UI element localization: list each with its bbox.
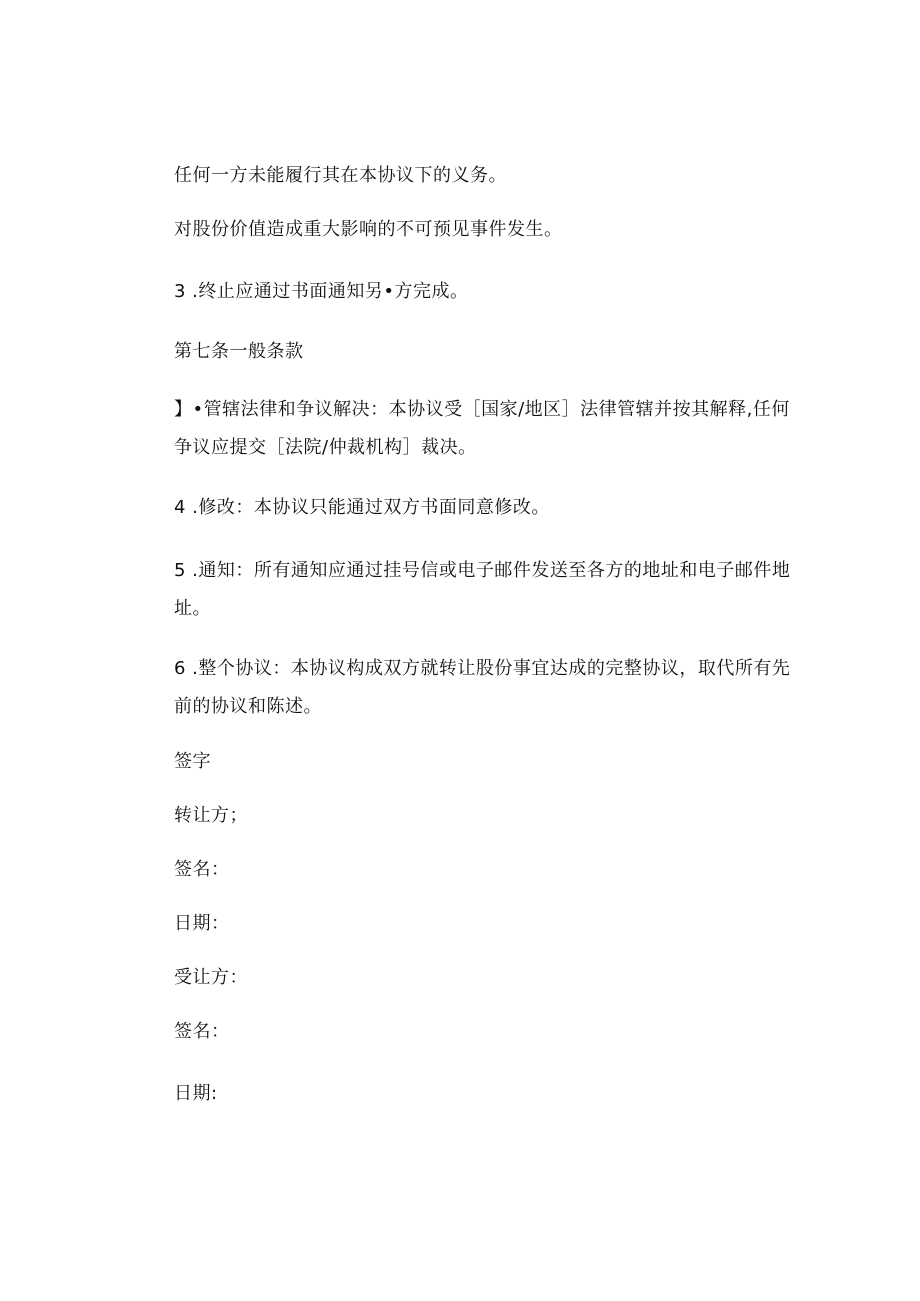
transferee-date-label: 日期: — [174, 1083, 218, 1104]
article-seven-heading: 第七条一般条款 — [174, 341, 304, 362]
transferee-signature-label: 签名： — [174, 1021, 230, 1042]
transferor-label: 转让方； — [174, 805, 248, 826]
clause-governing-law: 】•管辖法律和争议解决：本协议受［国家/地区］法律管辖并按其解释,任何争议应提交［法院/仲裁机构］裁决。 — [174, 399, 790, 458]
signature-heading: 签字 — [174, 751, 211, 772]
transferee-label: 受让方： — [174, 967, 248, 988]
clause-unforeseen-event: 对股份价值造成重大影响的不可预见事件发生。 — [174, 219, 563, 240]
transferor-date-label: 日期： — [174, 913, 230, 934]
clause-breach-obligation: 任何一方未能履行其在本协议下的义务。 — [174, 165, 507, 186]
clause-notices: 5 .通知：所有通知应通过挂号信或电子邮件发送至各方的地址和电子邮件地址。 — [174, 560, 791, 619]
clause-amendment: 4 .修改：本协议只能通过双方书面同意修改。 — [174, 497, 550, 518]
clause-termination-notice: 3 .终止应通过书面通知另•方完成。 — [174, 281, 469, 302]
clause-entire-agreement: 6 .整个协议：本协议构成双方就转让股份事宜达成的完整协议，取代所有先前的协议和陈述。 — [174, 658, 791, 717]
transferor-signature-label: 签名： — [174, 859, 230, 880]
